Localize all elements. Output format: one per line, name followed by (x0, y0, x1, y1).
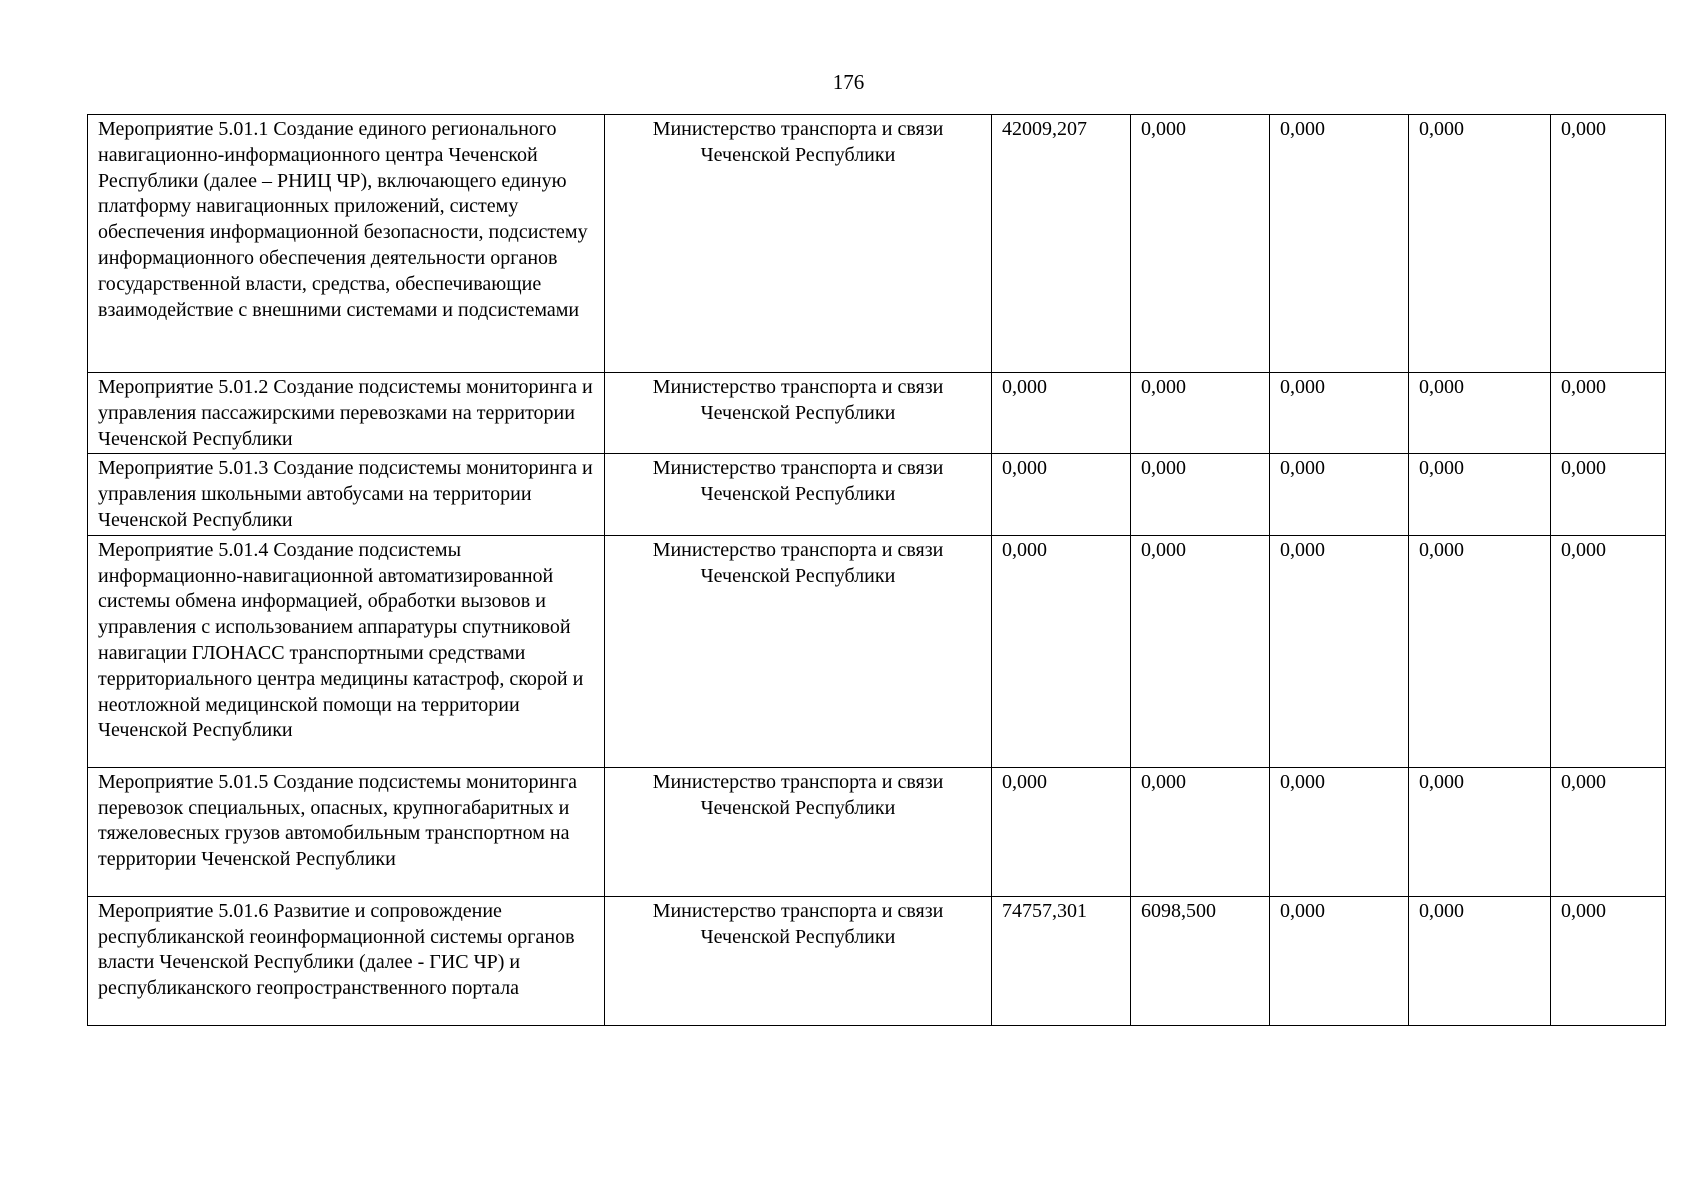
measures-table (87, 114, 1666, 1026)
value-cell-2: 0,000 (1131, 373, 1270, 454)
value-cell-1: 0,000 (992, 535, 1131, 767)
table-row (88, 535, 1666, 767)
value-cell-4: 0,000 (1409, 767, 1551, 896)
value-cell-1: 42009,207 (992, 115, 1131, 373)
value-cell-2: 0,000 (1131, 767, 1270, 896)
value-cell-4: 0,000 (1409, 373, 1551, 454)
value-cell-2: 0,000 (1131, 535, 1270, 767)
executor-cell: Министерство транспорта и связи Чеченской Республики (605, 535, 992, 767)
measure-name-cell: Мероприятие 5.01.6 Развитие и сопровождение республиканской геоинформационной системы органов власти Чеченской Республики (далее - ГИС ЧР) и республиканского геопространственного портала (88, 896, 605, 1025)
value-cell-3: 0,000 (1270, 115, 1409, 373)
executor-cell: Министерство транспорта и связи Чеченской Республики (605, 767, 992, 896)
value-cell-5: 0,000 (1551, 767, 1666, 896)
value-cell-5: 0,000 (1551, 896, 1666, 1025)
value-cell-5: 0,000 (1551, 454, 1666, 535)
page-number: 176 (832, 70, 865, 94)
value-cell-2: 6098,500 (1131, 896, 1270, 1025)
value-cell-4: 0,000 (1409, 115, 1551, 373)
measure-name-cell: Мероприятие 5.01.3 Создание подсистемы мониторинга и управления школьными автобусами на территории Чеченской Республики (88, 454, 605, 535)
executor-cell: Министерство транспорта и связи Чеченской Республики (605, 115, 992, 373)
value-cell-4: 0,000 (1409, 896, 1551, 1025)
value-cell-3: 0,000 (1270, 454, 1409, 535)
value-cell-1: 74757,301 (992, 896, 1131, 1025)
table-row (88, 454, 1666, 535)
measure-name-cell: Мероприятие 5.01.4 Создание подсистемы информационно-навигационной автоматизированной системы обмена информацией, обработки вызовов и управления с использованием аппаратуры спутниковой навигации ГЛОНАСС транспортными средствами территориального центра медицины катастроф, скорой и неотложной медицинской помощи на территории Чеченской Республики (88, 535, 605, 767)
value-cell-5: 0,000 (1551, 115, 1666, 373)
measure-name-cell: Мероприятие 5.01.2 Создание подсистемы мониторинга и управления пассажирскими перевозками на территории Чеченской Республики (88, 373, 605, 454)
value-cell-2: 0,000 (1131, 454, 1270, 535)
value-cell-5: 0,000 (1551, 535, 1666, 767)
value-cell-3: 0,000 (1270, 767, 1409, 896)
table-row (88, 373, 1666, 454)
value-cell-3: 0,000 (1270, 535, 1409, 767)
measure-name-cell: Мероприятие 5.01.1 Создание единого регионального навигационно-информационного центра Чеченской Республики (далее – РНИЦ ЧР), включающего единую платформу навигационных приложений, систему обеспечения информационной безопасности, подсистему информационного обеспечения деятельности органов государственной власти, средства, обеспечивающие взаимодействие с внешними системами и подсистемами (88, 115, 605, 373)
executor-cell: Министерство транспорта и связи Чеченской Республики (605, 373, 992, 454)
value-cell-1: 0,000 (992, 767, 1131, 896)
value-cell-1: 0,000 (992, 373, 1131, 454)
table-row (88, 115, 1666, 373)
value-cell-4: 0,000 (1409, 454, 1551, 535)
table-row (88, 896, 1666, 1025)
executor-cell: Министерство транспорта и связи Чеченской Республики (605, 896, 992, 1025)
value-cell-3: 0,000 (1270, 373, 1409, 454)
table-row (88, 767, 1666, 896)
value-cell-1: 0,000 (992, 454, 1131, 535)
executor-cell: Министерство транспорта и связи Чеченской Республики (605, 454, 992, 535)
value-cell-4: 0,000 (1409, 535, 1551, 767)
value-cell-3: 0,000 (1270, 896, 1409, 1025)
value-cell-2: 0,000 (1131, 115, 1270, 373)
value-cell-5: 0,000 (1551, 373, 1666, 454)
measure-name-cell: Мероприятие 5.01.5 Создание подсистемы мониторинга перевозок специальных, опасных, крупногабаритных и тяжеловесных грузов автомобильным транспортном на территории Чеченской Республики (88, 767, 605, 896)
